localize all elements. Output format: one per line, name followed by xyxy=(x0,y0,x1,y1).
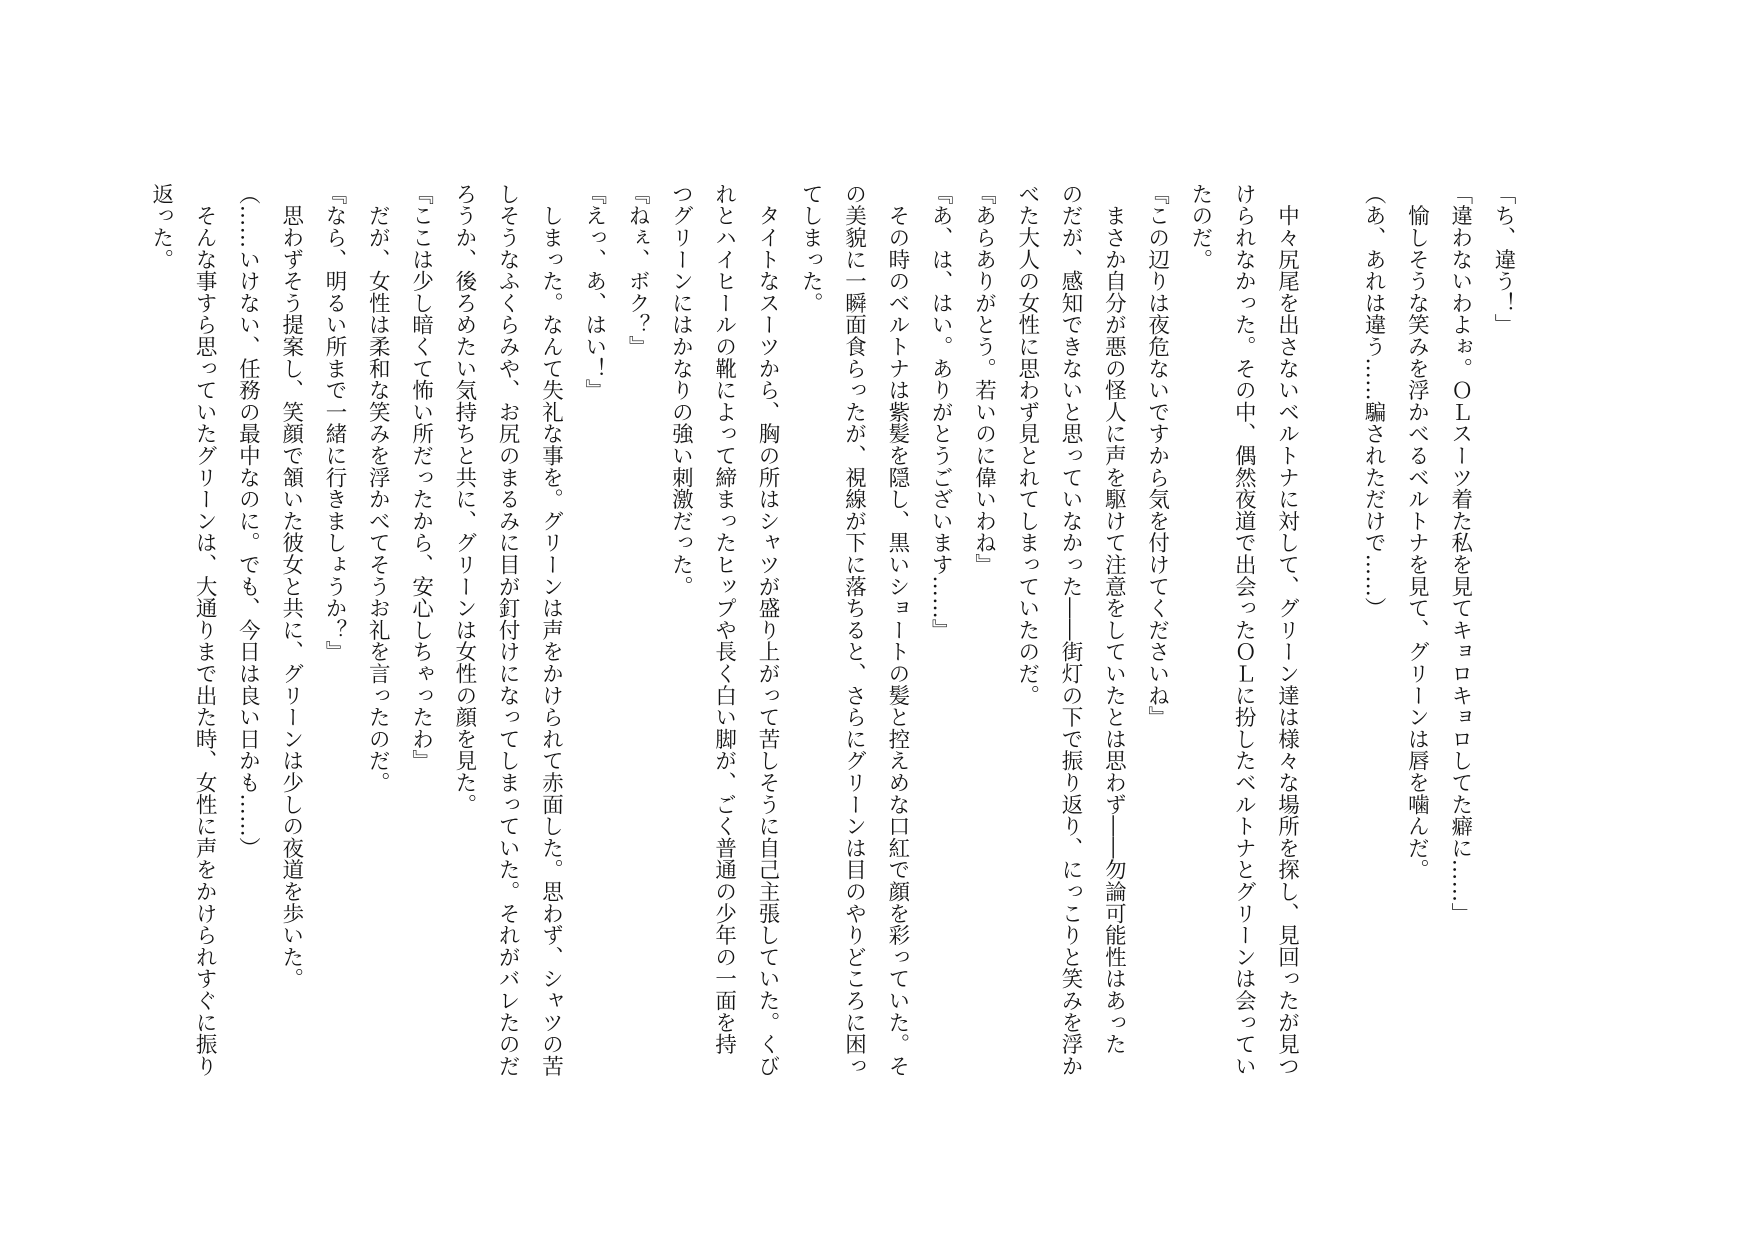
text-line: まさか自分が悪の怪人に声を駆けて注意をしていたとは思わず――勿論可能性はあった xyxy=(1101,183,1127,1055)
text-line: タイトなスーツから、胸の所はシャツが盛り上がって苦しそうに自己主張していた。くび xyxy=(754,183,780,1077)
text-line: 返った。 xyxy=(148,183,174,271)
text-line: （あ、あれは違う……騙されただけで……） xyxy=(1361,183,1387,619)
vertical-text-body xyxy=(140,183,1526,1077)
text-line: 『なら、明るい所まで一緒に行きましょうか？』 xyxy=(321,183,347,663)
text-line: 「ち、違う！」 xyxy=(1491,183,1516,336)
text-line: そんな事すら思っていたグリーンは、大通りまで出た時、女性に声をかけられすぐに振り xyxy=(192,183,218,1077)
text-line: 『あらありがとう。若いのに偉いわね』 xyxy=(971,183,997,576)
text-line: 「違わないわよぉ。ＯＬスーツ着た私を見てキョロキョロしてた癖に……」 xyxy=(1447,183,1473,925)
text-line: れとハイヒールの靴によって締まったヒップや長く白い脚が、ごく普通の少年の一面を持 xyxy=(711,183,737,1055)
text-line: のだが、感知できないと思っていなかった――街灯の下で振り返り、にっこりと笑みを浮か xyxy=(1058,183,1084,1077)
text-line: けられなかった。その中、偶然夜道で出会ったＯＬに扮したベルトナとグリーンは会ってい xyxy=(1231,183,1257,1077)
text-line: 『ここは少し暗くて怖い所だったから、安心しちゃったわ』 xyxy=(408,183,434,772)
text-line: ろうか、後ろめたい気持ちと共に、グリーンは女性の顔を見た。 xyxy=(451,183,477,816)
text-line: 『この辺りは夜危ないですから気を付けてくださいね』 xyxy=(1144,183,1170,728)
text-line: つグリーンにはかなりの強い刺激だった。 xyxy=(668,183,694,598)
text-line: 『えっ、あ、はい！』 xyxy=(581,183,607,401)
text-line: の美貌に一瞬面食らったが、視線が下に落ちると、さらにグリーンは目のやりどころに困っ xyxy=(841,183,867,1077)
text-line: べた大人の女性に思わず見とれてしまっていたのだ。 xyxy=(1014,183,1040,707)
text-line: てしまった。 xyxy=(798,183,824,314)
text-line: （……いけない、任務の最中なのに。でも、今日は良い日かも……） xyxy=(235,183,261,859)
text-line: 愉しそうな笑みを浮かべるベルトナを見て、グリーンは唇を噛んだ。 xyxy=(1404,183,1430,881)
text-line: だが、女性は柔和な笑みを浮かべてそうお礼を言ったのだ。 xyxy=(365,183,391,794)
text-line: その時のベルトナは紫髪を隠し、黒いショートの髪と控えめな口紅で顔を彩っていた。そ xyxy=(884,183,910,1077)
text-line: 『ねぇ、ボク？』 xyxy=(625,183,651,358)
text-line: しまった。なんて失礼な事を。グリーンは声をかけられて赤面した。思わず、シャツの苦 xyxy=(538,183,564,1077)
text-line: 『あ、は、はい。ありがとうございます……』 xyxy=(928,183,954,641)
text-line: しそうなふくらみや、お尻のまるみに目が釘付けになってしまっていた。それがバレたのだ xyxy=(495,183,521,1077)
blank-line xyxy=(1309,183,1352,1063)
text-line: たのだ。 xyxy=(1187,183,1213,271)
text-line: 中々尻尾を出さないベルトナに対して、グリーン達は様々な場所を探し、見回ったが見つ xyxy=(1274,183,1300,1077)
text-line: 思わずそう提案し、笑顔で頷いた彼女と共に、グリーンは少しの夜道を歩いた。 xyxy=(278,183,304,990)
